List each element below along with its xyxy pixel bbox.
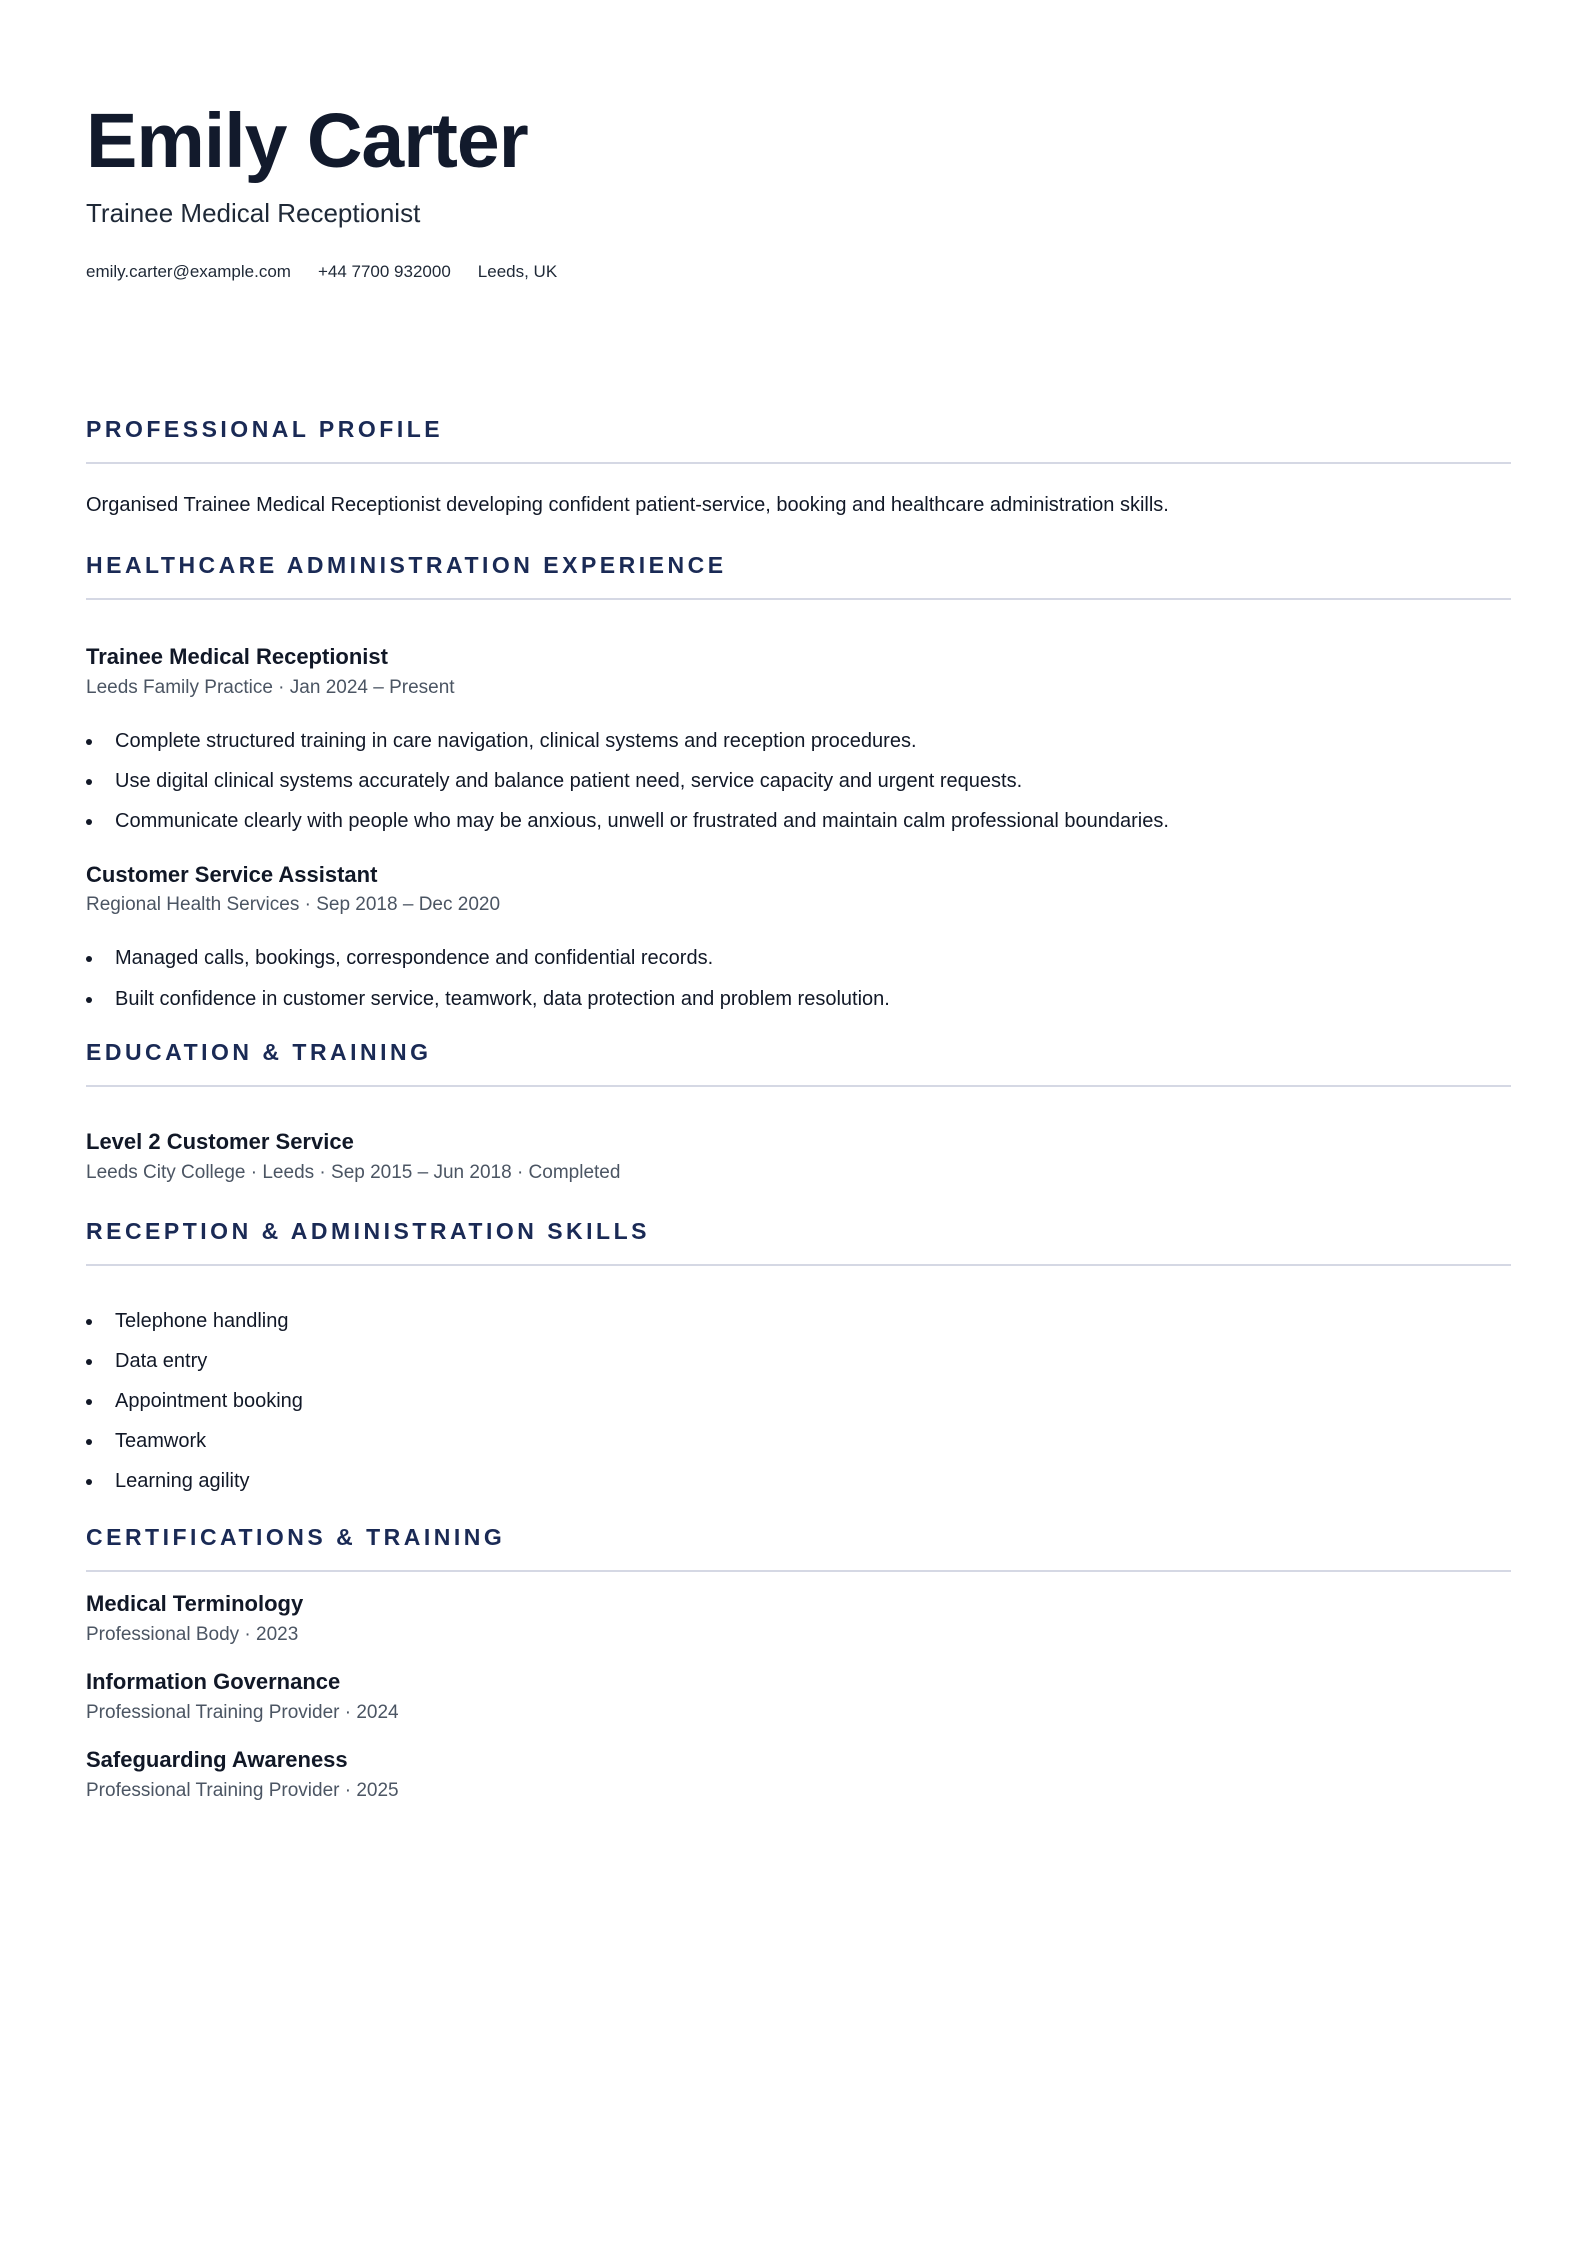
section-heading-certifications: CERTIFICATIONS & TRAINING — [86, 1524, 506, 1550]
certification-meta: Professional Training Provider · 2024 — [86, 1702, 399, 1723]
bullet-dot — [86, 1319, 92, 1325]
candidate-title: Trainee Medical Receptionist — [86, 198, 421, 228]
bullet-dot — [86, 1359, 92, 1365]
bullet-dot — [86, 1479, 92, 1485]
certification-title: Medical Terminology — [86, 1591, 304, 1616]
contact-info — [86, 260, 584, 284]
bullet-dot — [86, 997, 92, 1003]
certification-meta: Professional Body · 2023 — [86, 1624, 299, 1645]
job-title: Trainee Medical Receptionist — [86, 644, 388, 669]
section-heading-experience: HEALTHCARE ADMINISTRATION EXPERIENCE — [86, 552, 727, 578]
certification-title: Safeguarding Awareness — [86, 1747, 348, 1772]
job-meta: Regional Health Services · Sep 2018 – Dec 2020 — [86, 894, 501, 915]
contact-phone[interactable]: +44 7700 932000 — [317, 262, 451, 281]
section-divider — [86, 598, 1511, 600]
section-divider — [86, 1570, 1511, 1572]
bullet-dot — [86, 1439, 92, 1445]
candidate-name: Emily Carter — [86, 98, 528, 184]
bullet-dot — [86, 1399, 92, 1405]
section-divider — [86, 1085, 1511, 1087]
contact-location: Leeds, UK — [477, 262, 558, 281]
bullet-dot — [86, 779, 92, 785]
job-meta: Leeds Family Practice · Jan 2024 – Present — [86, 677, 455, 698]
job-title: Customer Service Assistant — [86, 862, 378, 887]
section-divider — [86, 1264, 1511, 1266]
education-meta: Leeds City College · Leeds · Sep 2015 – Jun 2018 · Completed — [86, 1162, 621, 1183]
section-divider — [86, 462, 1511, 464]
contact-email[interactable]: emily.carter@example.com — [86, 262, 291, 281]
certification-meta: Professional Training Provider · 2025 — [86, 1780, 399, 1801]
bullet-dot — [86, 956, 92, 962]
section-heading-profile: PROFESSIONAL PROFILE — [86, 416, 444, 442]
education-title: Level 2 Customer Service — [86, 1129, 354, 1154]
profile-summary: Organised Trainee Medical Receptionist developing confident patient-service, booking and healthcare administration skills. — [86, 494, 1169, 516]
bullet-dot — [86, 739, 92, 745]
section-heading-skills: RECEPTION & ADMINISTRATION SKILLS — [86, 1218, 650, 1244]
bullet-dot — [86, 819, 92, 825]
section-heading-education: EDUCATION & TRAINING — [86, 1039, 432, 1065]
certification-title: Information Governance — [86, 1669, 341, 1694]
